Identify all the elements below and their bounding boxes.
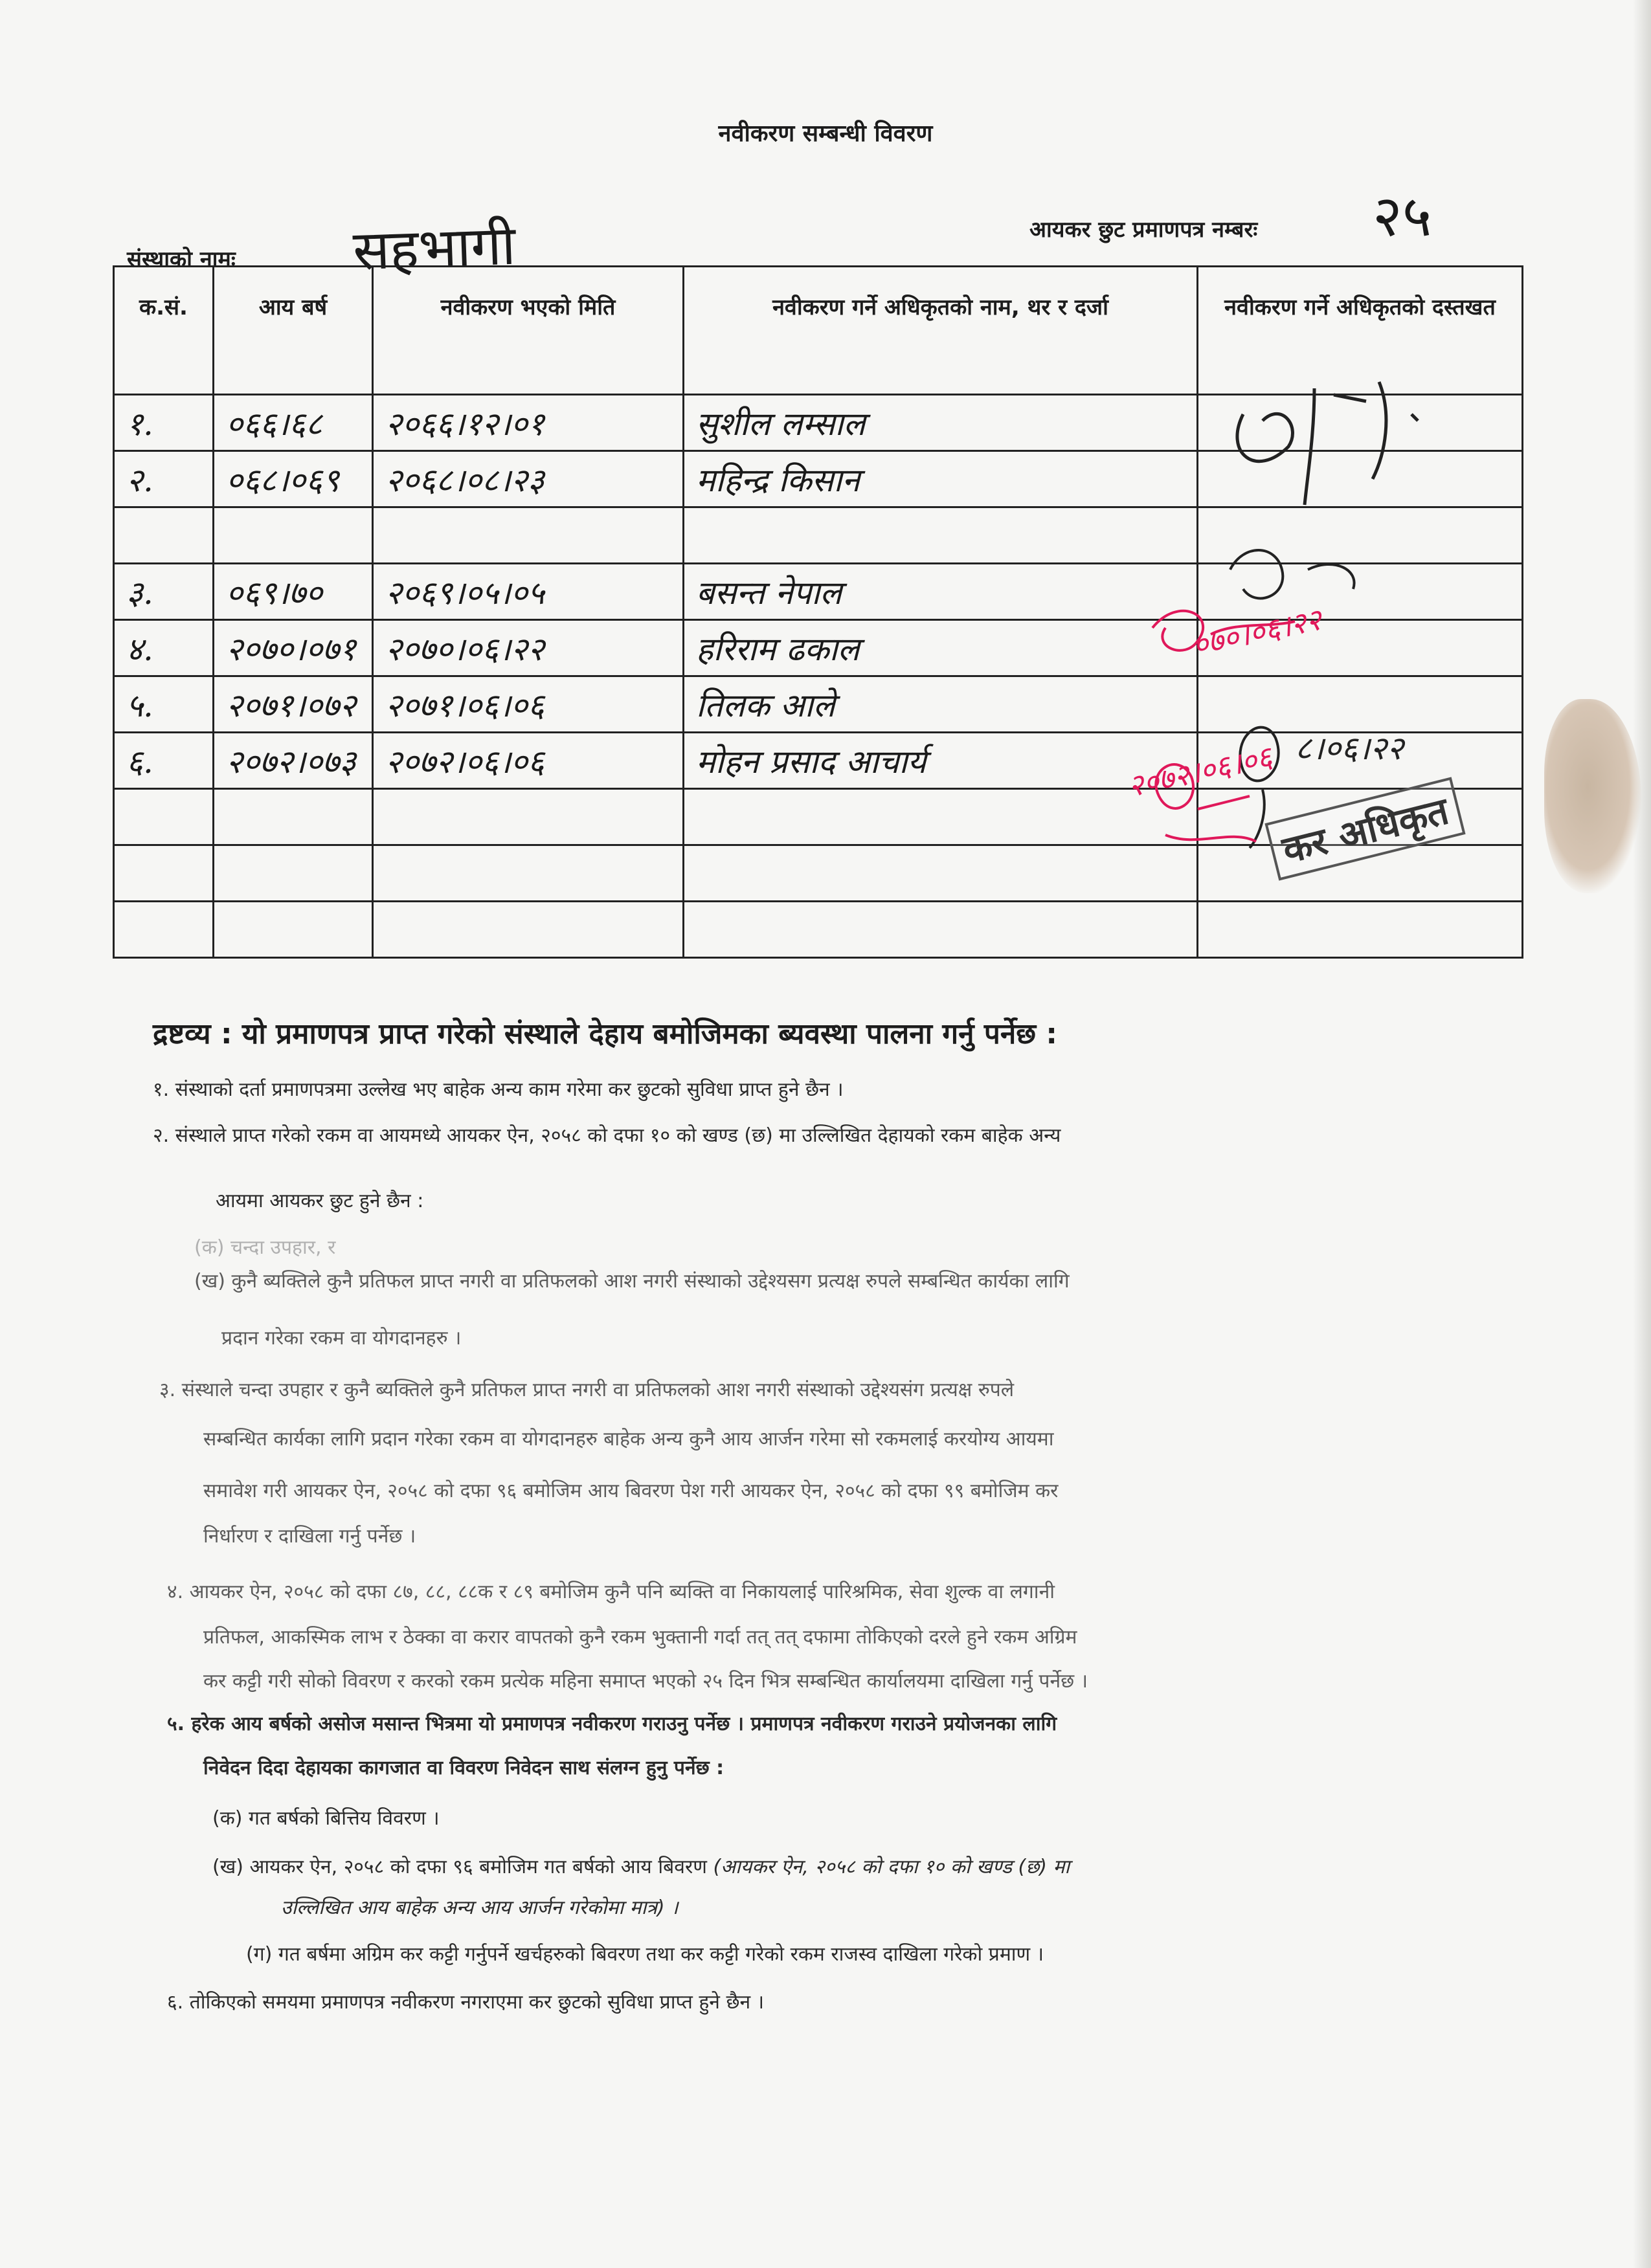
col-renewal-date: नवीकरण भएको मिति [373,267,684,395]
cell-serial: ४. [114,620,214,676]
cell-serial [114,507,214,564]
cell-serial: १. [114,395,214,451]
cell-officer [684,507,1198,564]
rule-2: २. संस्थाले प्राप्त गरेको रकम वा आयमध्ये आयकर ऐन, २०५८ को दफा १० को खण्ड (छ) मा उल्लिखित देहायको रकम बाहेक अन्य [153,1124,1061,1147]
cell-officer: हरिराम ढकाल [684,620,1198,676]
rule-2-ka: (क) चन्दा उपहार, र [194,1236,336,1259]
cell-date [373,507,684,564]
cell-serial [114,845,214,902]
cell-officer: तिलक आले [684,676,1198,733]
col-serial: क.सं. [114,267,214,395]
rule-3-line-2: सम्बन्धित कार्यका लागि प्रदान गरेका रकम वा योगदानहरु बाहेक अन्य कुनै आय आर्जन गरेमा सो रकमलाई करयोग्य आयमा [203,1428,1054,1451]
certificate-number-label: आयकर छुट प्रमाणपत्र नम्बरः [1029,217,1258,243]
cell-serial: ६. [114,733,214,789]
cell-year: ०६६।६८ [214,395,373,451]
cell-date: २०७२।०६।०६ [373,733,684,789]
cell-date [373,845,684,902]
cell-year [214,507,373,564]
rule-5-kha-continued: उल्लिखित आय बाहेक अन्य आय आर्जन गरेकोमा मात्र) । [281,1896,679,1919]
cell-date: २०७०।०६।२२ [373,620,684,676]
rule-2-continued: आयमा आयकर छुट हुने छैन : [216,1190,424,1212]
cell-officer [684,845,1198,902]
cell-date: २०७१।०६।०६ [373,676,684,733]
notes-heading: द्रष्टव्य : यो प्रमाणपत्र प्राप्त गरेको संस्थाले देहाय बमोजिमका ब्यवस्था पालना गर्नु पर्नेछ : [153,1017,1058,1051]
table-row [114,902,1523,958]
page-edge-shadow [1633,0,1651,2268]
rule-1: १. संस्थाको दर्ता प्रमाणपत्रमा उल्लेख भए बाहेक अन्य काम गरेमा कर छुटको सुविधा प्राप्त हुने छैन । [153,1078,844,1101]
rule-4-line-2: प्रतिफल, आकस्मिक लाभ र ठेक्का वा करार वापतको कुनै रकम भुक्तानी गर्दा तत् तत् दफामा तोकिएको दरले हुने रकम अग्रिम [203,1626,1077,1649]
rule-5-kha-text: (ख) आयकर ऐन, २०५८ को दफा ९६ बमोजिम गत बर्षको आय बिवरण [212,1856,707,1878]
cell-officer [684,789,1198,845]
cell-year: २०७१।०७२ [214,676,373,733]
col-officer-signature: नवीकरण गर्ने अधिकृतको दस्तखत [1198,267,1523,395]
page-title: नवीकरण सम्बन्धी विवरण [718,120,933,147]
rule-5-ga: (ग) गत बर्षमा अग्रिम कर कट्टी गर्नुपर्ने खर्चहरुको बिवरण तथा कर कट्टी गरेको रकम राजस्व दाखिला गरेको प्रमाण । [246,1943,1044,1966]
cell-officer: मोहन प्रसाद आचार्य [684,733,1198,789]
rule-5-kha-note: (आयकर ऐन, २०५८ को दफा १० को खण्ड (छ) मा [713,1856,1070,1878]
organization-label: संस्थाको नामः [127,247,236,272]
rule-4-line-3: कर कट्टी गरी सोको विवरण र करको रकम प्रत्येक महिना समाप्त भएको २५ दिन भित्र सम्बन्धित कार्यालयमा दाखिला गर्नु पर्नेछ । [203,1670,1088,1693]
rule-2-kha-continued: प्रदान गरेका रकम वा योगदानहरु । [221,1327,462,1350]
cell-serial: ३. [114,564,214,620]
certificate-number: २५ [1373,183,1432,249]
cell-date [373,902,684,958]
rule-5-kha [212,1854,1070,1880]
cell-year: २०७०।०७१ [214,620,373,676]
cell-date [373,789,684,845]
cell-officer: सुशील लम्साल [684,395,1198,451]
cell-officer: महिन्द्र किसान [684,451,1198,507]
cell-officer [684,902,1198,958]
cell-year: २०७२।०७३ [214,733,373,789]
col-fiscal-year: आय बर्ष [214,267,373,395]
cell-year [214,845,373,902]
rule-6: ६. तोकिएको समयमा प्रमाणपत्र नवीकरण नगराएमा कर छुटको सुविधा प्राप्त हुने छैन । [167,1991,765,2014]
rule-5-ka: (क) गत बर्षको बित्तिय विवरण । [212,1807,440,1830]
cell-date: २०६६।१२।०१ [373,395,684,451]
col-officer-name: नवीकरण गर्ने अधिकृतको नाम, थर र दर्जा [684,267,1198,395]
rule-5: ५. हरेक आय बर्षको असोज मसान्त भित्रमा यो प्रमाणपत्र नवीकरण गराउनु पर्नेछ । प्रमाणपत्र नवीकरण गराउने प्रयोजनका लागि [167,1713,1057,1735]
ink-date-note: ८।०६।२२ [1295,729,1404,767]
cell-serial: २. [114,451,214,507]
cell-serial [114,789,214,845]
rule-4: ४. आयकर ऐन, २०५८ को दफा ८७, ८८, ८८क र ८९ बमोजिम कुनै पनि ब्यक्ति वा निकायलाई पारिश्रमिक, सेवा शुल्क वा लगानी [167,1581,1055,1603]
rule-3-line-3: समावेश गरी आयकर ऐन, २०५८ को दफा ९६ बमोजिम आय बिवरण पेश गरी आयकर ऐन, २०५८ को दफा ९९ बमोजिम कर [203,1480,1059,1502]
cell-serial [114,902,214,958]
rule-3-line-4: निर्धारण र दाखिला गर्नु पर्नेछ । [203,1525,416,1548]
cell-date: २०६९।०५।०५ [373,564,684,620]
rule-2-kha: (ख) कुनै ब्यक्तिले कुनै प्रतिफल प्राप्त नगरी वा प्रतिफलको आश नगरी संस्थाको उद्देश्यसग प्रत्यक्ष रुपले सम्बन्धित कार्यका लागि [194,1270,1070,1293]
cell-year [214,789,373,845]
rule-3: ३. संस्थाले चन्दा उपहार र कुनै ब्यक्तिले कुनै प्रतिफल प्राप्त नगरी वा प्रतिफलको आश नगरी संस्थाको उद्देश्यसंग प्रत्यक्ष रुपले [159,1379,1015,1401]
torn-paper-mark [1544,699,1641,893]
cell-year: ०६८।०६९ [214,451,373,507]
cell-year: ०६९।७० [214,564,373,620]
red-ink-date-2: २०७२।०६।०६ [1125,739,1275,804]
organization-name: सहभागी [352,213,517,283]
cell-officer: बसन्त नेपाल [684,564,1198,620]
cell-serial: ५. [114,676,214,733]
cell-date: २०६८।०८।२३ [373,451,684,507]
rule-5-line-2: निवेदन दिदा देहायका कागजात वा विवरण निवेदन साथ संलग्न हुनु पर्नेछ : [203,1757,724,1779]
cell-signature [1198,902,1523,958]
red-ink-date-1: ०७०।०६।२२ [1189,601,1325,663]
tax-officer-stamp: कर अधिकृत [1264,777,1465,880]
cell-year [214,902,373,958]
